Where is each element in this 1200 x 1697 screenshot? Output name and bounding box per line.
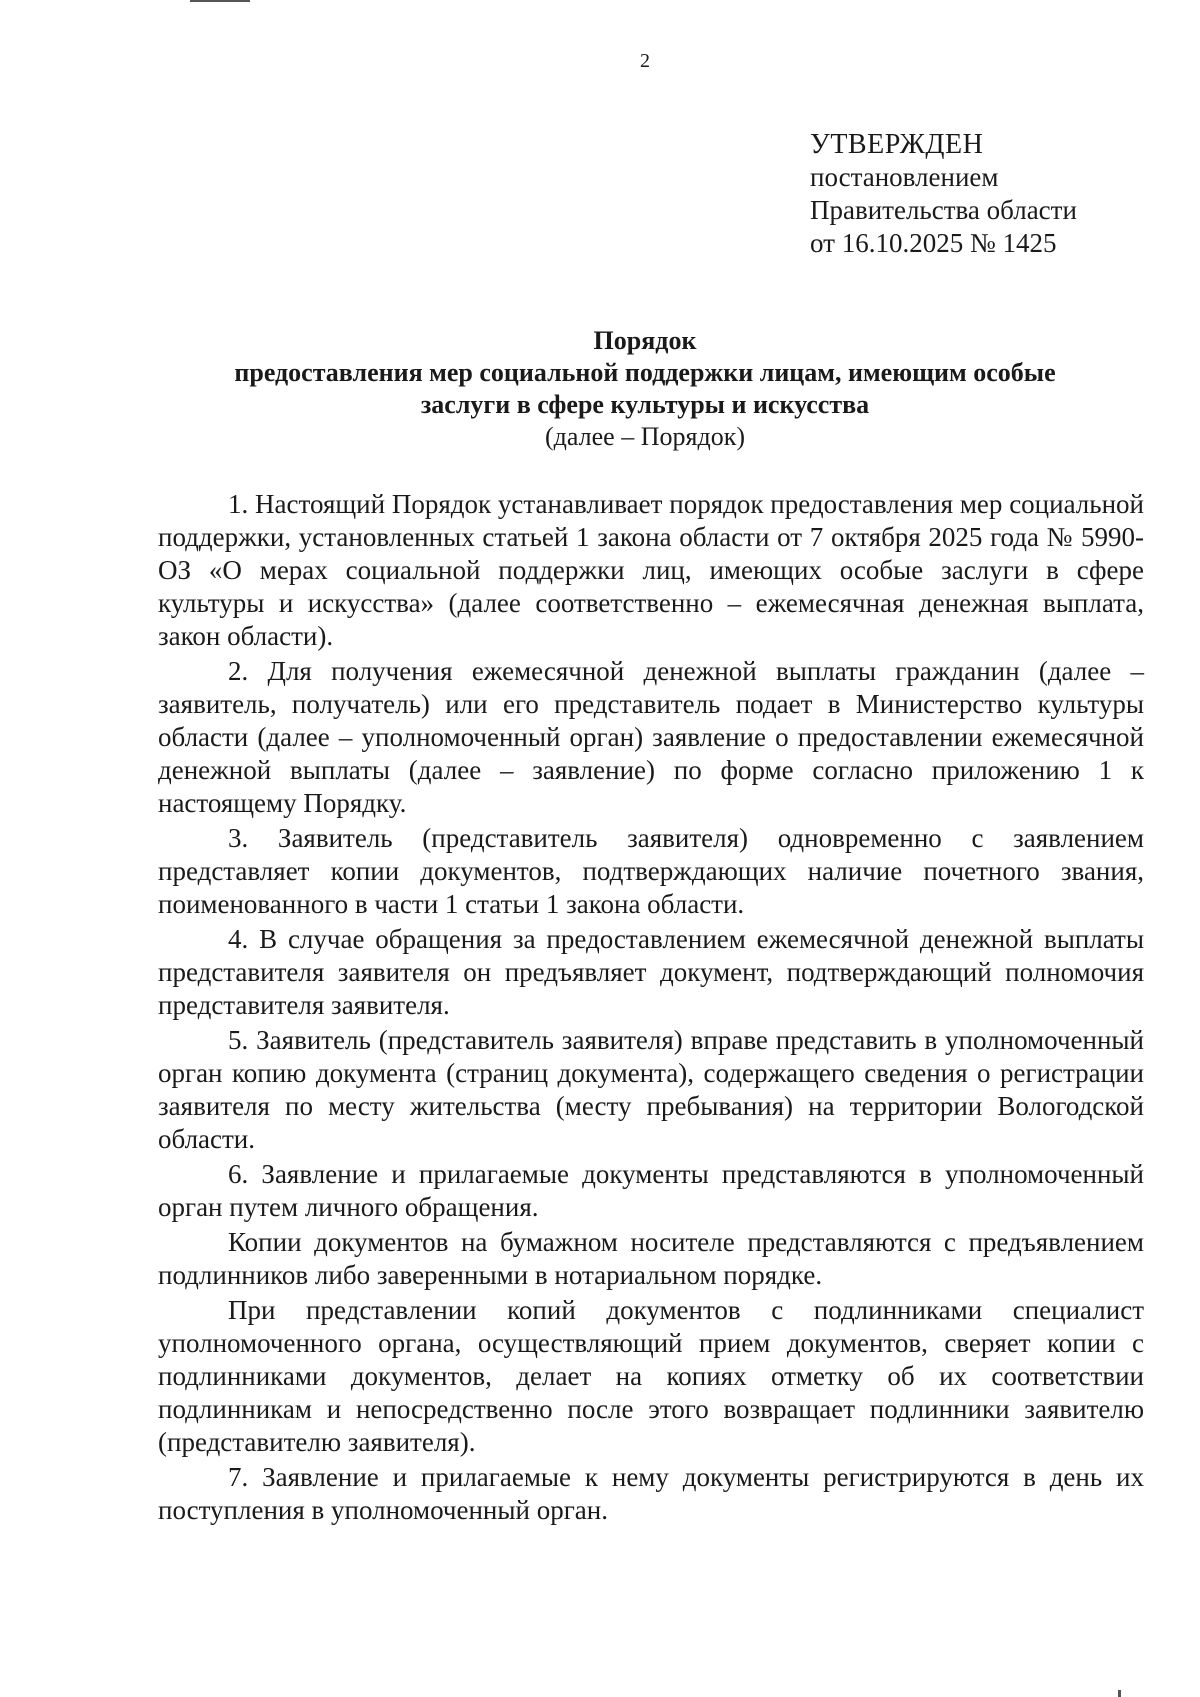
document-title [160,325,1130,453]
approval-line-3: от 16.10.2025 № 1425 [810,228,1057,258]
paragraph-7: 7. Заявление и прилагаемые к нему документы регистрируются в день их поступления в уполномоченный орган. [158,1462,1144,1525]
paragraph-6: 6. Заявление и прилагаемые документы представляются в уполномоченный орган путем личного обращения. [158,1159,1144,1222]
paragraph-6-verification: При представлении копий документов с подлинниками специалист уполномоченного органа, осуществляющий прием документов, сверяет копии с подлинниками документов, делает на копиях отметку об их соответствии подлинникам и непосредственно после этого возвращает подлинники заявителю (представителю заявителя). [158,1295,1144,1457]
approval-stamp-block [810,128,1077,260]
scan-artifact-top [190,0,250,2]
scan-artifact-bottom [1118,1690,1121,1697]
title-line-2: заслуги в сфере культуры и искусства [420,390,870,419]
approved-label: УТВЕРЖДЕН [810,129,984,160]
paragraph-6-copies: Копии документов на бумажном носителе представляются с предъявлением подлинников либо заверенными в нотариальном порядке. [158,1227,1144,1290]
document-body [158,488,1144,1529]
approval-line-2: Правительства области [810,195,1077,225]
title-line-1: предоставления мер социальной поддержки лицам, имеющим особые [234,358,1056,387]
page-number: 2 [640,50,650,72]
approval-line-1: постановлением [810,162,999,192]
paragraph-2: 2. Для получения ежемесячной денежной выплаты гражданин (далее – заявитель, получатель) или его представитель подает в Министерство культуры области (далее – уполномоченный орган) заявление о предоставлении ежемесячной денежной выплаты (далее – заявление) по форме согласно приложению 1 к настоящему Порядку. [158,656,1144,818]
paragraph-4: 4. В случае обращения за предоставлением ежемесячной денежной выплаты представителя заявителя он предъявляет документ, подтверждающий полномочия представителя заявителя. [158,924,1144,1020]
paragraph-5: 5. Заявитель (представитель заявителя) вправе представить в уполномоченный орган копию документа (страниц документа), содержащего сведения о регистрации заявителя по месту жительства (месту пребывания) на территории Вологодской области. [158,1025,1144,1154]
paragraph-3: 3. Заявитель (представитель заявителя) одновременно с заявлением представляет копии документов, подтверждающих наличие почетного звания, поименованного в части 1 статьи 1 закона области. [158,823,1144,919]
title-line-3: (далее – Порядок) [545,422,745,451]
title-word: Порядок [593,326,697,355]
paragraph-1: 1. Настоящий Порядок устанавливает порядок предоставления мер социальной поддержки, установленных статьей 1 закона области от 7 октября 2025 года № 5990-ОЗ «О мерах социальной поддержки лиц, имеющих особые заслуги в сфере культуры и искусства» (далее соответственно – ежемесячная денежная выплата, закон области). [158,489,1144,651]
